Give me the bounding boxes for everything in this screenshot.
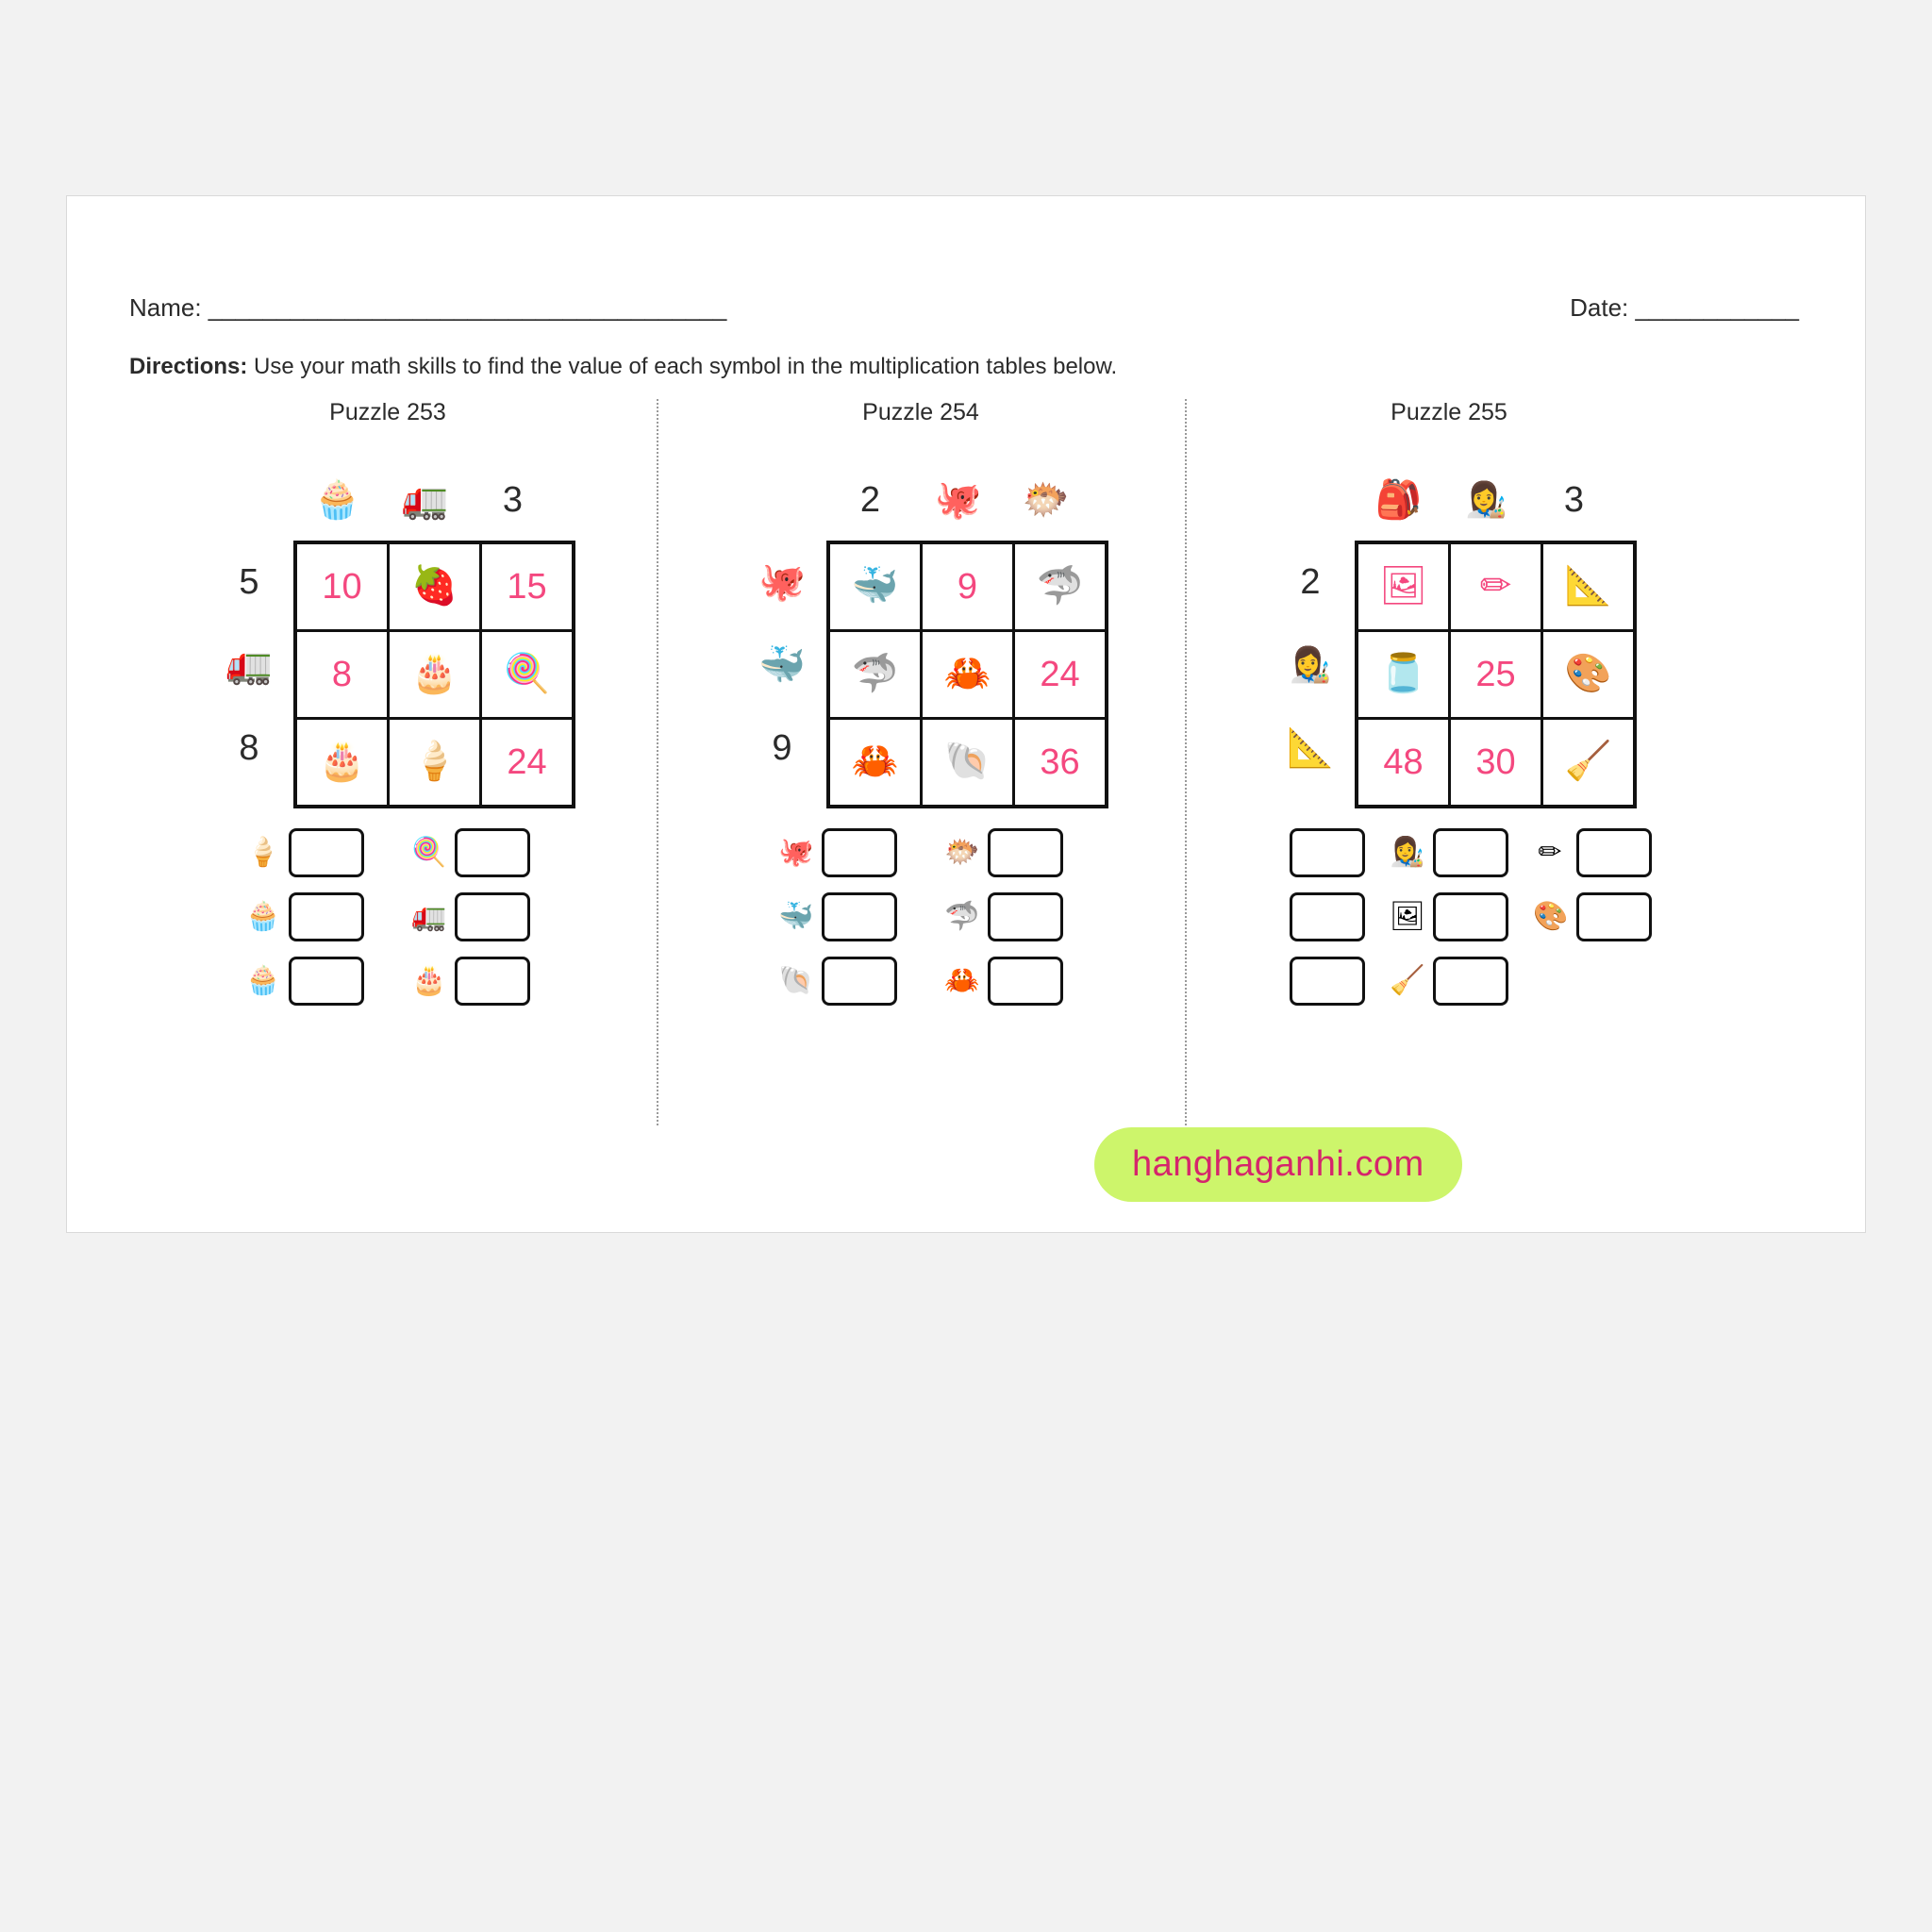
grid-cell bbox=[481, 542, 575, 631]
answer-input[interactable] bbox=[289, 892, 364, 941]
whale-icon: 🐳 bbox=[778, 901, 814, 932]
answer-input[interactable] bbox=[455, 892, 530, 941]
paint-jar-icon: 🫙 bbox=[1379, 652, 1427, 694]
answer-item bbox=[778, 957, 897, 1006]
grid-row bbox=[1357, 631, 1635, 719]
pencil-case-icon: 🎒 bbox=[1374, 479, 1423, 521]
multiplication-grid bbox=[293, 541, 575, 808]
answer-input[interactable] bbox=[455, 957, 530, 1006]
grid-cell bbox=[1014, 719, 1108, 808]
directions-label: Directions: bbox=[129, 354, 248, 379]
answer-grid bbox=[245, 828, 530, 1006]
grid-cell bbox=[1014, 542, 1108, 631]
puzzle-columns bbox=[67, 399, 1865, 1135]
grid-col-header-3 bbox=[1002, 463, 1090, 537]
strawberry-cupcake-icon: 🧁 bbox=[245, 901, 281, 932]
crab-icon: 🦀 bbox=[851, 740, 899, 782]
answer-input[interactable] bbox=[455, 828, 530, 877]
shark-icon: 🦈 bbox=[851, 652, 899, 694]
grid-row-header-2 bbox=[745, 624, 819, 707]
crab-icon: 🦀 bbox=[943, 652, 991, 694]
grid-col-header-3-value: 3 bbox=[1563, 479, 1585, 520]
grid-cell bbox=[295, 631, 389, 719]
grid-cell bbox=[1357, 542, 1450, 631]
grid-row-header-1 bbox=[212, 541, 286, 624]
grid-cell bbox=[1450, 542, 1542, 631]
answer-input[interactable] bbox=[1576, 892, 1652, 941]
grid-row-header-1 bbox=[745, 541, 819, 624]
grid-row bbox=[1357, 719, 1635, 808]
puzzle-grid-block bbox=[657, 446, 1185, 824]
answer-item bbox=[1533, 828, 1652, 877]
grid-cell bbox=[295, 719, 389, 808]
strawberry-icon: 🍓 bbox=[410, 564, 458, 607]
grid-cell-value: 24 bbox=[1040, 654, 1080, 694]
answer-item bbox=[1390, 828, 1508, 877]
grid-col-header-3-value: 3 bbox=[502, 479, 524, 520]
grid-cell-value: 30 bbox=[1475, 741, 1516, 782]
answer-item bbox=[944, 828, 1063, 877]
octopus-icon: 🐙 bbox=[758, 561, 806, 603]
grid-cell bbox=[828, 631, 922, 719]
puzzle-column-2 bbox=[657, 399, 1185, 1125]
puzzle-column-1 bbox=[124, 399, 652, 1125]
answer-input[interactable] bbox=[822, 828, 897, 877]
grid-row-header-1 bbox=[1274, 541, 1347, 624]
puzzle-column-3 bbox=[1185, 399, 1713, 1125]
multiplication-grid bbox=[826, 541, 1108, 808]
grid-row-header-2 bbox=[212, 624, 286, 707]
grid-col-header-1 bbox=[293, 463, 381, 537]
grid-row bbox=[295, 719, 574, 808]
spiral-shell-icon: 🐚 bbox=[943, 740, 991, 782]
grid-cell bbox=[1542, 719, 1636, 808]
grid-cell-value: 8 bbox=[331, 654, 353, 694]
answer-input[interactable] bbox=[1290, 828, 1365, 877]
spiral-shell-icon: 🐚 bbox=[778, 965, 814, 996]
grid-cell-value: 24 bbox=[507, 741, 547, 782]
answer-input[interactable] bbox=[988, 957, 1063, 1006]
grid-cell bbox=[481, 719, 575, 808]
grid-cell bbox=[481, 631, 575, 719]
grid-row-header-3-value: 9 bbox=[772, 727, 792, 768]
grid-col-header-3 bbox=[1530, 463, 1618, 537]
worksheet-page bbox=[66, 195, 1866, 1233]
grid-cell bbox=[1450, 719, 1542, 808]
sweets-cart-icon: 🚛 bbox=[225, 644, 273, 686]
easel-icon: 🖼 bbox=[1390, 901, 1426, 932]
answer-input[interactable] bbox=[1433, 828, 1508, 877]
puzzle-title: Puzzle 255 bbox=[1391, 399, 1507, 425]
grid-wrapper bbox=[1260, 446, 1638, 824]
compass-icon: 📐 bbox=[1564, 564, 1612, 607]
grid-cell bbox=[1357, 719, 1450, 808]
answer-input[interactable] bbox=[1576, 828, 1652, 877]
grid-col-header-3 bbox=[469, 463, 557, 537]
grid-row-header-3 bbox=[745, 707, 819, 790]
answer-input[interactable] bbox=[822, 892, 897, 941]
answer-item bbox=[944, 892, 1063, 941]
grid-cell bbox=[295, 542, 389, 631]
answer-item bbox=[1390, 892, 1508, 941]
answer-input[interactable] bbox=[1290, 957, 1365, 1006]
blowfish-icon: 🐡 bbox=[1022, 479, 1070, 521]
puzzle-title: Puzzle 253 bbox=[329, 399, 446, 425]
octopus-icon: 🐙 bbox=[778, 837, 814, 868]
crab-icon: 🦀 bbox=[944, 965, 980, 996]
grid-cell bbox=[922, 542, 1014, 631]
pencil-cup-icon: ✏ bbox=[1479, 564, 1512, 607]
grid-cell bbox=[1450, 631, 1542, 719]
answer-key-area bbox=[657, 828, 1185, 1064]
answer-item bbox=[778, 892, 897, 941]
answer-input[interactable] bbox=[1433, 892, 1508, 941]
answer-item bbox=[1533, 892, 1652, 941]
answer-grid bbox=[1246, 828, 1652, 1006]
grid-row bbox=[295, 631, 574, 719]
answer-input[interactable] bbox=[988, 892, 1063, 941]
grid-cell bbox=[1357, 631, 1450, 719]
ice-cream-cone-icon: 🍦 bbox=[410, 740, 458, 782]
grid-col-header-1 bbox=[826, 463, 914, 537]
date-field-label: Date: ____________ bbox=[1570, 293, 1799, 322]
grid-row bbox=[295, 542, 574, 631]
octopus-icon: 🐙 bbox=[934, 479, 982, 521]
watermark: hanghaganhi.com bbox=[1094, 1127, 1462, 1202]
paint-bucket-icon: 🧹 bbox=[1564, 740, 1612, 782]
grid-cell bbox=[1542, 542, 1636, 631]
grid-cell-value: 9 bbox=[957, 566, 978, 607]
grid-col-header-1-value: 2 bbox=[859, 479, 881, 520]
grid-row-header-1-value: 2 bbox=[1300, 561, 1321, 602]
answer-input[interactable] bbox=[822, 957, 897, 1006]
grid-cell bbox=[1542, 631, 1636, 719]
grid-cell-value: 10 bbox=[322, 566, 362, 607]
grid-row bbox=[1357, 542, 1635, 631]
grid-cell-value: 25 bbox=[1475, 654, 1516, 694]
answer-input[interactable] bbox=[988, 828, 1063, 877]
grid-cell bbox=[828, 719, 922, 808]
directions bbox=[129, 354, 1117, 380]
palette-icon: 🎨 bbox=[1564, 652, 1612, 694]
answer-item bbox=[411, 957, 530, 1006]
answer-input[interactable] bbox=[1290, 892, 1365, 941]
paint-bucket-icon: 🧹 bbox=[1390, 965, 1425, 996]
answer-item bbox=[411, 828, 530, 877]
cupcake-icon: 🧁 bbox=[313, 479, 361, 521]
shark-icon: 🦈 bbox=[944, 901, 980, 932]
shark-icon: 🦈 bbox=[1036, 564, 1084, 607]
grid-col-header-2 bbox=[381, 463, 469, 537]
sweets-cart-icon: 🚛 bbox=[401, 479, 449, 521]
answer-key-area bbox=[1185, 828, 1713, 1064]
artist-icon: 👩‍🎨 bbox=[1465, 480, 1507, 519]
artist-icon: 👩‍🎨 bbox=[1390, 837, 1425, 868]
grid-cell-value: 36 bbox=[1040, 741, 1080, 782]
whale-icon: 🐳 bbox=[758, 644, 806, 686]
grid-cell bbox=[922, 631, 1014, 719]
grid-row bbox=[828, 631, 1107, 719]
grid-row bbox=[828, 542, 1107, 631]
answer-input[interactable] bbox=[289, 828, 364, 877]
answer-item bbox=[1390, 957, 1508, 1006]
answer-item bbox=[1246, 828, 1365, 877]
cake-icon: 🎂 bbox=[411, 965, 447, 996]
grid-row-header-3-value: 8 bbox=[239, 727, 259, 768]
answer-item bbox=[411, 892, 530, 941]
grid-row-header-1-value: 5 bbox=[239, 561, 259, 602]
cake-icon: 🎂 bbox=[410, 652, 458, 694]
grid-cell bbox=[389, 719, 481, 808]
grid-cell bbox=[1014, 631, 1108, 719]
grid-col-header-1 bbox=[1355, 463, 1442, 537]
answer-item bbox=[245, 892, 364, 941]
answer-input[interactable] bbox=[289, 957, 364, 1006]
grid-cell bbox=[389, 542, 481, 631]
puzzle-title: Puzzle 254 bbox=[862, 399, 979, 425]
answer-item bbox=[1246, 892, 1365, 941]
grid-col-header-2 bbox=[914, 463, 1002, 537]
compass-icon: 📐 bbox=[1287, 727, 1334, 769]
name-field-label: Name: ______________________________________ bbox=[129, 293, 727, 322]
grid-row bbox=[828, 719, 1107, 808]
grid-wrapper bbox=[199, 446, 576, 824]
puzzle-grid-block bbox=[1185, 446, 1713, 824]
grid-cell bbox=[922, 719, 1014, 808]
answer-item bbox=[778, 828, 897, 877]
pencil-cup-icon: ✏ bbox=[1538, 837, 1562, 868]
lollipop-icon: 🍭 bbox=[411, 837, 447, 868]
blowfish-icon: 🐡 bbox=[944, 837, 980, 868]
grid-row-header-2 bbox=[1274, 624, 1347, 707]
grid-cell-value: 15 bbox=[507, 566, 547, 607]
whale-icon: 🐳 bbox=[851, 564, 899, 607]
lollipop-icon: 🍭 bbox=[503, 652, 551, 694]
grid-row-header-3 bbox=[1274, 707, 1347, 790]
answer-item bbox=[245, 957, 364, 1006]
grid-cell-value: 48 bbox=[1383, 741, 1424, 782]
puzzle-grid-block bbox=[124, 446, 652, 824]
grid-col-header-2 bbox=[1442, 463, 1530, 537]
answer-item bbox=[944, 957, 1063, 1006]
sweets-cart-icon: 🚛 bbox=[411, 901, 447, 932]
grid-row-header-3 bbox=[212, 707, 286, 790]
answer-input[interactable] bbox=[1433, 957, 1508, 1006]
grid-cell bbox=[389, 631, 481, 719]
grid-cell bbox=[828, 542, 922, 631]
multiplication-grid bbox=[1355, 541, 1637, 808]
answer-grid bbox=[778, 828, 1063, 1006]
directions-text: Use your math skills to find the value of each symbol in the multiplication tables below. bbox=[247, 354, 1118, 379]
cupcake-icon: 🧁 bbox=[245, 965, 281, 996]
easel-icon: 🖼 bbox=[1379, 564, 1427, 607]
answer-item bbox=[245, 828, 364, 877]
palette-icon: 🎨 bbox=[1533, 901, 1569, 932]
answer-key-area bbox=[124, 828, 652, 1064]
answer-item bbox=[1246, 957, 1365, 1006]
grid-wrapper bbox=[732, 446, 1109, 824]
ice-cream-cone-icon: 🍦 bbox=[245, 837, 281, 868]
cake-icon: 🎂 bbox=[318, 740, 366, 782]
artist-icon: 👩‍🎨 bbox=[1289, 645, 1332, 684]
